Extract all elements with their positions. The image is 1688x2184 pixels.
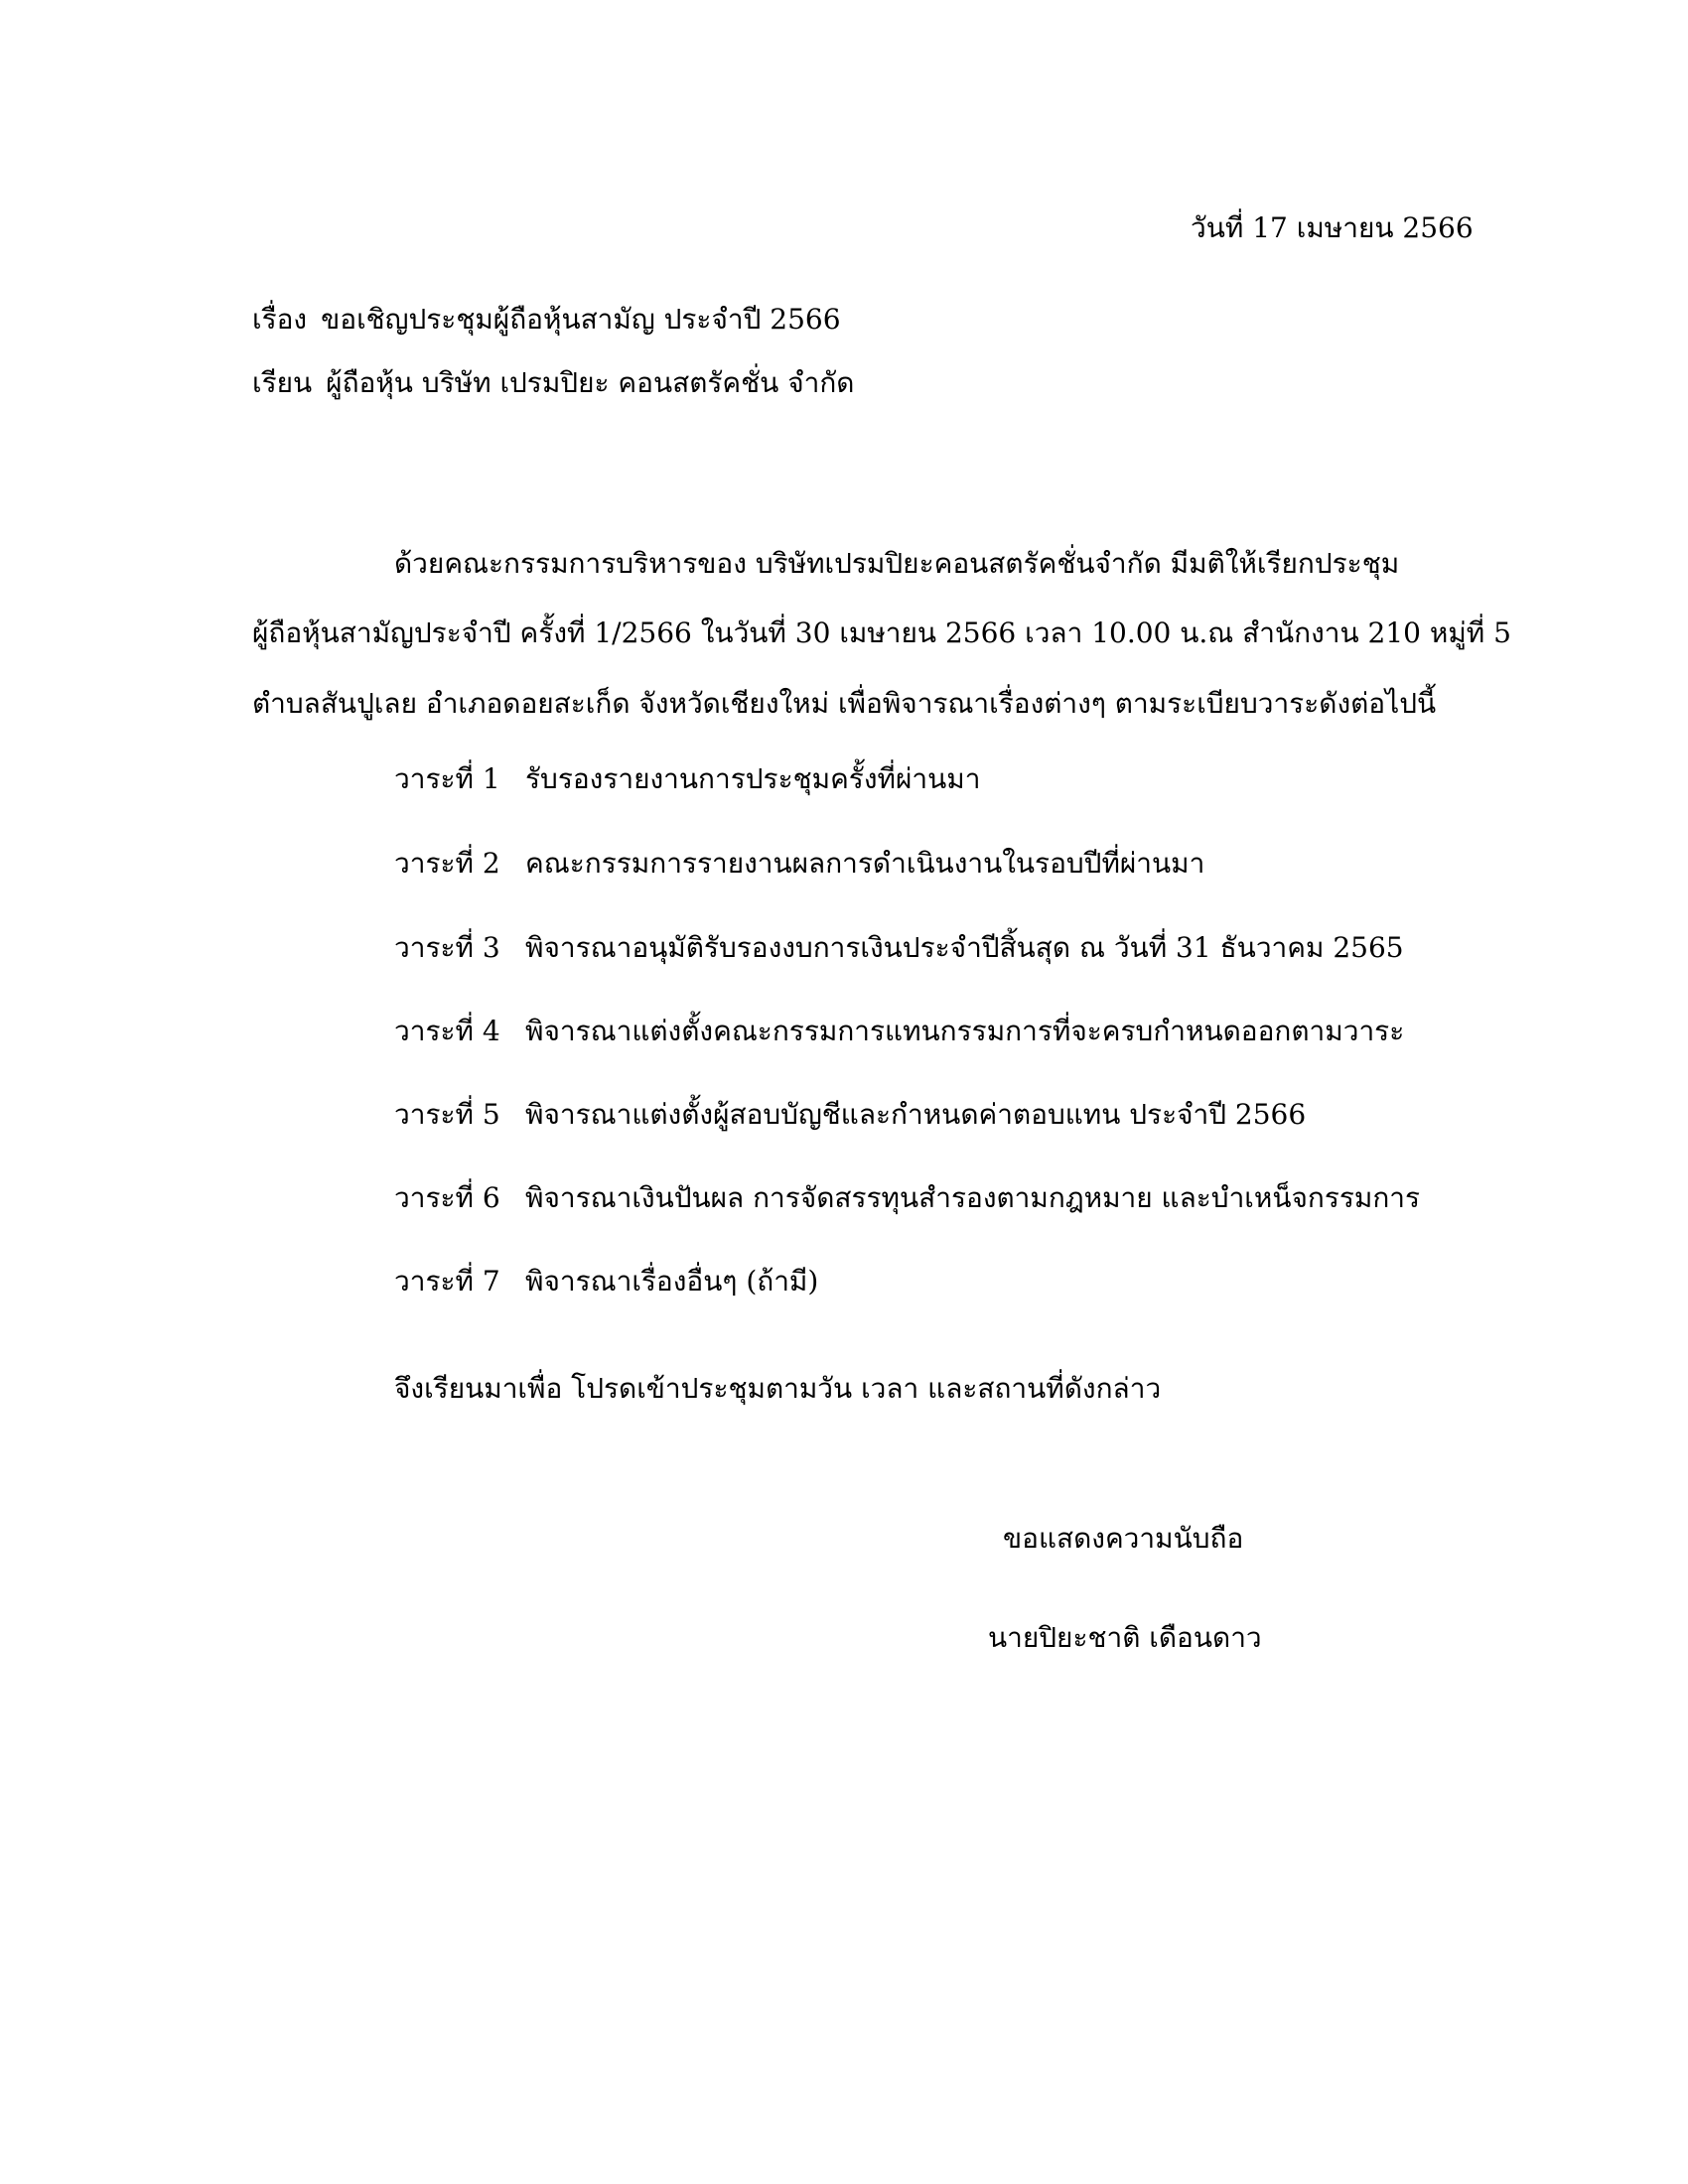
body-paragraph-line-2: ผู้ถือหุ้นสามัญประจำปี ครั้งที่ 1/2566 ในวันที่ 30 เมษายน 2566 เวลา 10.00 น.ณ สำนักงาน 210 หมู่ที่ 5 [252,616,1511,649]
agenda-item-6 [394,1178,1420,1218]
agenda-text: พิจารณาแต่งตั้งคณะกรรมการแทนกรรมการที่จะครบกำหนดออกตามวาระ [525,1015,1405,1047]
agenda-item-2 [394,844,1204,884]
agenda-number: วาระที่ 3 [394,931,500,964]
agenda-number: วาระที่ 2 [394,847,500,880]
recipient-line [252,363,854,403]
agenda-number: วาระที่ 1 [394,762,500,795]
agenda-item-1 [394,759,980,799]
letter-date: วันที่ 17 เมษายน 2566 [1191,211,1474,244]
signer-name: นายปิยะชาติ เดือนดาว [988,1621,1262,1654]
agenda-number: วาระที่ 6 [394,1181,500,1214]
agenda-number: วาระที่ 5 [394,1098,500,1131]
agenda-text: พิจารณาแต่งตั้งผู้สอบบัญชีและกำหนดค่าตอบแทน ประจำปี 2566 [525,1098,1307,1131]
agenda-text: พิจารณาเรื่องอื่นๆ (ถ้ามี) [525,1265,819,1297]
agenda-text: พิจารณาอนุมัติรับรองงบการเงินประจำปีสิ้นสุด ณ วันที่ 31 ธันวาคม 2565 [525,931,1404,964]
body-paragraph-line-3: ตำบลสันปูเลย อำเภอดอยสะเก็ด จังหวัดเชียงใหม่ เพื่อพิจารณาเรื่องต่างๆ ตามระเบียบวาระดังต่อไปนี้ [252,687,1437,720]
subject-label: เรื่อง [252,303,308,336]
body-paragraph-line-1: ด้วยคณะกรรมการบริหารของ บริษัทเปรมปิยะคอนสตรัคชั่นจำกัด มีมติให้เรียกประชุม [394,547,1400,580]
subject-text: ขอเชิญประชุมผู้ถือหุ้นสามัญ ประจำปี 2566 [321,303,841,336]
agenda-item-3 [394,928,1404,968]
agenda-number: วาระที่ 7 [394,1265,500,1297]
recipient-text: ผู้ถือหุ้น บริษัท เปรมปิยะ คอนสตรัคชั่น จำกัด [326,366,855,399]
agenda-item-5 [394,1095,1306,1135]
agenda-item-7 [394,1262,818,1301]
agenda-text: คณะกรรมการรายงานผลการดำเนินงานในรอบปีที่ผ่านมา [525,847,1205,880]
agenda-number: วาระที่ 4 [394,1015,500,1047]
agenda-text: รับรองรายงานการประชุมครั้งที่ผ่านมา [525,762,981,795]
agenda-text: พิจารณาเงินปันผล การจัดสรรทุนสำรองตามกฎหมาย และบำเหน็จกรรมการ [525,1181,1421,1214]
closing-sentence: จึงเรียนมาเพื่อ โปรดเข้าประชุมตามวัน เวลา และสถานที่ดังกล่าว [394,1372,1162,1405]
recipient-label: เรียน [252,366,313,399]
complimentary-close: ขอแสดงความนับถือ [1003,1522,1244,1555]
agenda-item-4 [394,1012,1404,1051]
subject-line [252,300,841,340]
